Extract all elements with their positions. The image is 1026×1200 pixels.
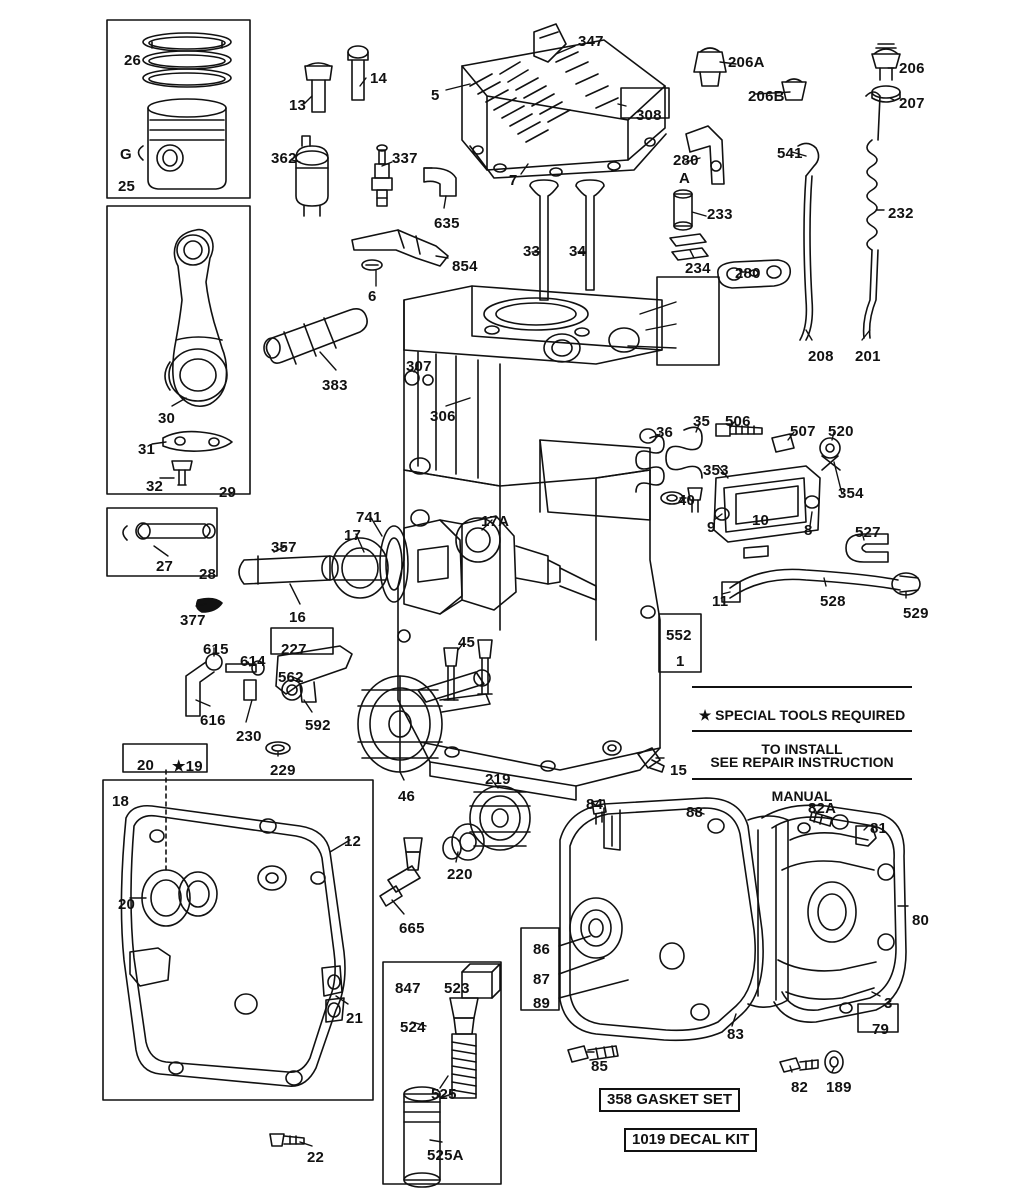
callout-227: 227 xyxy=(281,641,307,658)
callout-592: 592 xyxy=(305,717,331,734)
callout-529: 529 xyxy=(903,605,929,622)
callout-233: 233 xyxy=(707,206,733,223)
callout-85: 85 xyxy=(591,1058,609,1075)
callout-32: 32 xyxy=(146,478,164,495)
callout-206: 206 xyxy=(899,60,925,77)
repair-manual-note xyxy=(692,737,912,805)
callout-208: 208 xyxy=(808,348,834,365)
callout-280: 280 xyxy=(735,265,761,282)
callout-552: 552 xyxy=(666,627,692,644)
callout-88: 88 xyxy=(686,804,704,821)
callout-616: 616 xyxy=(200,712,226,729)
callout-17A: 17A xyxy=(481,513,510,530)
callout-528: 528 xyxy=(820,593,846,610)
callout-377: 377 xyxy=(180,612,206,629)
callout-357: 357 xyxy=(271,539,297,556)
callout-79: 79 xyxy=(872,1021,890,1038)
callout-230: 230 xyxy=(236,728,262,745)
callout-21: 21 xyxy=(346,1010,364,1027)
callout-201: 201 xyxy=(855,348,881,365)
callout-16: 16 xyxy=(289,609,307,626)
callout-G: G xyxy=(120,146,132,163)
callout-206B: 206B xyxy=(748,88,785,105)
callout-220: 220 xyxy=(447,866,473,883)
callout-12: 12 xyxy=(344,833,362,850)
special-tools-line-2: TO INSTALL xyxy=(761,741,843,757)
callout-20: 20 xyxy=(137,757,155,774)
callout-6: 6 xyxy=(368,288,377,305)
callout-84: 84 xyxy=(586,796,604,813)
callout-234: 234 xyxy=(685,260,711,277)
callout-20: 20 xyxy=(118,896,136,913)
callout-29: 29 xyxy=(219,484,237,501)
callout-527: 527 xyxy=(855,524,881,541)
boxed-label-gasket-set: 358 GASKET SET xyxy=(599,1088,740,1112)
callout-615: 615 xyxy=(203,641,229,658)
callout-307: 307 xyxy=(406,358,432,375)
callout-854: 854 xyxy=(452,258,478,275)
callout-7: 7 xyxy=(509,172,518,189)
callout-353: 353 xyxy=(703,462,729,479)
callout-206A: 206A xyxy=(728,54,765,71)
repair-line-1: SEE REPAIR INSTRUCTION xyxy=(710,754,894,770)
callout-525A: 525A xyxy=(427,1147,464,1164)
callout-36: 36 xyxy=(656,424,674,441)
callout-3: 3 xyxy=(884,995,893,1012)
callout-541: 541 xyxy=(777,145,803,162)
callout-347: 347 xyxy=(578,33,604,50)
callout-232: 232 xyxy=(888,205,914,222)
callout-741: 741 xyxy=(356,509,382,526)
callout-383: 383 xyxy=(322,377,348,394)
callout-354: 354 xyxy=(838,485,864,502)
callout-362: 362 xyxy=(271,150,297,167)
callout-308: 308 xyxy=(636,107,662,124)
callout-523: 523 xyxy=(444,980,470,997)
callout-86: 86 xyxy=(533,941,551,958)
callout-9: 9 xyxy=(707,519,716,536)
callout-11: 11 xyxy=(712,593,729,610)
callout-524: 524 xyxy=(400,1019,426,1036)
callout-8: 8 xyxy=(804,522,813,539)
callout-A: A xyxy=(679,170,691,187)
callout-635: 635 xyxy=(434,215,460,232)
callout-520: 520 xyxy=(828,423,854,440)
callout-207: 207 xyxy=(899,95,925,112)
callout-22: 22 xyxy=(307,1149,325,1166)
callout-45: 45 xyxy=(458,634,476,651)
callout-40: 40 xyxy=(678,492,696,509)
callout-80: 80 xyxy=(912,912,930,929)
callout-562: 562 xyxy=(278,669,304,686)
callout-34: 34 xyxy=(569,243,587,260)
callout-219: 219 xyxy=(485,771,511,788)
callout-81: 81 xyxy=(870,820,888,837)
callout-25: 25 xyxy=(118,178,136,195)
callout-31: 31 xyxy=(138,441,156,458)
callout-35: 35 xyxy=(693,413,711,430)
callout-5: 5 xyxy=(431,87,440,104)
callout-17: 17 xyxy=(344,527,362,544)
callout-46: 46 xyxy=(398,788,416,805)
callout-18: 18 xyxy=(112,793,130,810)
callout-507: 507 xyxy=(790,423,816,440)
callout-star19: ★19 xyxy=(172,758,203,775)
callout-26: 26 xyxy=(124,52,142,69)
callout-87: 87 xyxy=(533,971,551,988)
callout-229: 229 xyxy=(270,762,296,779)
boxed-label-decal-kit: 1019 DECAL KIT xyxy=(624,1128,757,1152)
special-tools-line-1: ★ SPECIAL TOOLS REQUIRED xyxy=(698,707,906,723)
callout-14: 14 xyxy=(370,70,388,87)
callout-525: 525 xyxy=(431,1086,457,1103)
callout-306: 306 xyxy=(430,408,456,425)
callout-13: 13 xyxy=(289,97,307,114)
callout-506: 506 xyxy=(725,413,751,430)
callout-665: 665 xyxy=(399,920,425,937)
callout-27: 27 xyxy=(156,558,174,575)
callout-82A: 82A xyxy=(808,800,837,817)
callout-15: 15 xyxy=(670,762,688,779)
callout-1: 1 xyxy=(676,653,685,670)
callout-33: 33 xyxy=(523,243,541,260)
callout-82: 82 xyxy=(791,1079,809,1096)
repair-line-2: MANUAL xyxy=(771,788,833,804)
callout-30: 30 xyxy=(158,410,176,427)
callout-614: 614 xyxy=(240,653,266,670)
callout-189: 189 xyxy=(826,1079,852,1096)
callout-89: 89 xyxy=(533,995,551,1012)
callout-10: 10 xyxy=(752,512,770,529)
callout-28: 28 xyxy=(199,566,217,583)
callout-280: 280 xyxy=(673,152,699,169)
callout-847: 847 xyxy=(395,980,421,997)
callout-337: 337 xyxy=(392,150,418,167)
callout-83: 83 xyxy=(727,1026,745,1043)
